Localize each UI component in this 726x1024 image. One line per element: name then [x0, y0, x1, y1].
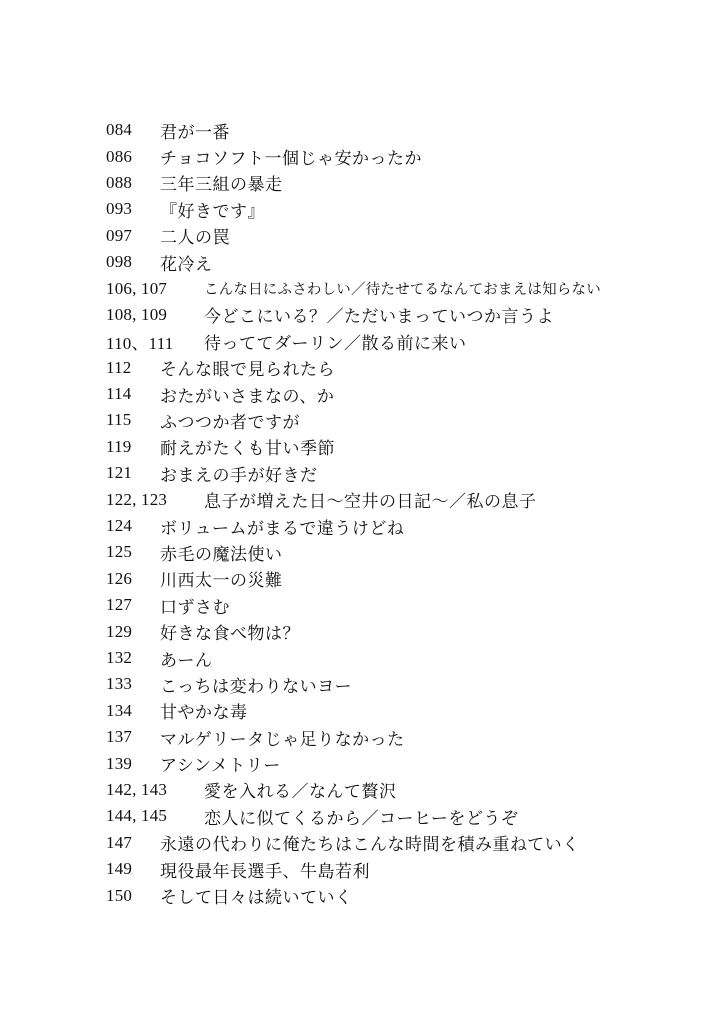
story-title: 現役最年長選手、牛島若利: [160, 861, 370, 882]
story-title: アシンメトリー: [160, 756, 281, 777]
page-number: 142, 143: [106, 779, 168, 799]
story-title: マルゲリータじゃ足りなかった: [160, 729, 405, 750]
toc-entry: [106, 803, 706, 829]
toc-entry: [106, 381, 706, 407]
page-number: 122, 123: [106, 489, 168, 509]
story-title: そんな眼で見られたら: [160, 360, 335, 381]
toc-entry: [106, 724, 706, 750]
page-number: 086: [106, 146, 133, 166]
story-title: 待っててダーリン／散る前に来い: [204, 333, 467, 354]
page-number: 119: [106, 436, 132, 456]
toc-entry: [106, 645, 706, 671]
story-title: 君が一番: [160, 122, 230, 143]
toc-entry: [106, 539, 706, 565]
toc-entry: [106, 117, 706, 143]
story-title: あーん: [160, 650, 213, 671]
story-title: こんな日にふさわしい／待たせてるなんておまえは知らない: [204, 282, 601, 299]
story-title: 耐えがたくも甘い季節: [160, 439, 335, 460]
toc-entry: [106, 170, 706, 196]
toc-entry: [106, 671, 706, 697]
story-title: 愛を入れる／なんて贅沢: [204, 782, 397, 803]
table-of-contents: [106, 117, 706, 909]
page-number: 112: [106, 357, 132, 377]
page-number: 139: [106, 753, 133, 773]
page-number: 114: [106, 384, 132, 404]
toc-entry: [106, 355, 706, 381]
story-title: 口ずさむ: [160, 597, 230, 618]
page-number: 134: [106, 700, 133, 720]
page-number: 121: [106, 463, 133, 483]
story-title: 恋人に似てくるから／コーヒーをどうぞ: [204, 808, 519, 829]
toc-entry: [106, 460, 706, 486]
toc-entry: [106, 302, 706, 328]
toc-entry: [106, 566, 706, 592]
story-title: 赤毛の魔法使い: [160, 544, 283, 565]
page-number: 126: [106, 568, 133, 588]
toc-entry: [106, 882, 706, 908]
toc-entry: [106, 777, 706, 803]
toc-entry: [106, 407, 706, 433]
page-number: 093: [106, 199, 133, 219]
story-title: 『好きです』: [160, 201, 265, 222]
story-title: 息子が増えた日〜空井の日記〜／私の息子: [204, 492, 537, 513]
story-title: おまえの手が好きだ: [160, 465, 318, 486]
story-title: 二人の罠: [160, 228, 230, 249]
toc-entry: [106, 434, 706, 460]
toc-entry: [106, 750, 706, 776]
page-number: 149: [106, 859, 133, 879]
story-title: そして日々は続いていく: [160, 888, 353, 909]
toc-entry: [106, 143, 706, 169]
page-number: 133: [106, 674, 133, 694]
story-title: おたがいさまなの、か: [160, 386, 335, 407]
story-title: 川西太一の災難: [160, 571, 283, 592]
page-number: 144, 145: [106, 806, 168, 826]
toc-entry: [106, 830, 706, 856]
story-title: 好きな食べ物は？: [160, 624, 300, 645]
toc-entry: [106, 196, 706, 222]
page-number: 088: [106, 172, 133, 192]
story-title: ボリュームがまるで違うけどね: [160, 518, 405, 539]
toc-entry: [106, 275, 706, 301]
toc-entry: [106, 592, 706, 618]
toc-entry: [106, 223, 706, 249]
page-number: 084: [106, 120, 133, 140]
page-number: 125: [106, 542, 133, 562]
story-title: ふつつか者ですが: [160, 412, 300, 433]
story-title: 永遠の代わりに俺たちはこんな時間を積み重ねていく: [160, 835, 580, 856]
page-number: 106, 107: [106, 278, 168, 298]
page-number: 129: [106, 621, 133, 641]
page-number: 137: [106, 727, 133, 747]
page-number: 110、111: [106, 333, 174, 353]
story-title: 花冷え: [160, 254, 213, 275]
page-number: 097: [106, 225, 133, 245]
page-number: 098: [106, 252, 133, 272]
page-number: 115: [106, 410, 132, 430]
story-title: こっちは変わりないヨー: [160, 676, 353, 697]
page-number: 132: [106, 648, 133, 667]
toc-entry: [106, 249, 706, 275]
story-title: 今どこにいる？／ただいまっていつか言うよ: [204, 307, 554, 328]
toc-entry: [106, 618, 706, 644]
toc-entry: [106, 856, 706, 882]
toc-entry: [106, 486, 706, 512]
story-title: 三年三組の暴走: [160, 175, 283, 196]
page-number: 124: [106, 516, 133, 536]
story-title: チョコソフト一個じゃ安かったか: [160, 149, 422, 170]
page-number: 147: [106, 832, 133, 852]
toc-entry: [106, 328, 706, 354]
toc-entry: [106, 698, 706, 724]
page-number: 108, 109: [106, 304, 168, 324]
story-title: 甘やかな毒: [160, 703, 248, 724]
toc-entry: [106, 513, 706, 539]
page-number: 127: [106, 595, 133, 615]
page-number: 150: [106, 885, 133, 905]
